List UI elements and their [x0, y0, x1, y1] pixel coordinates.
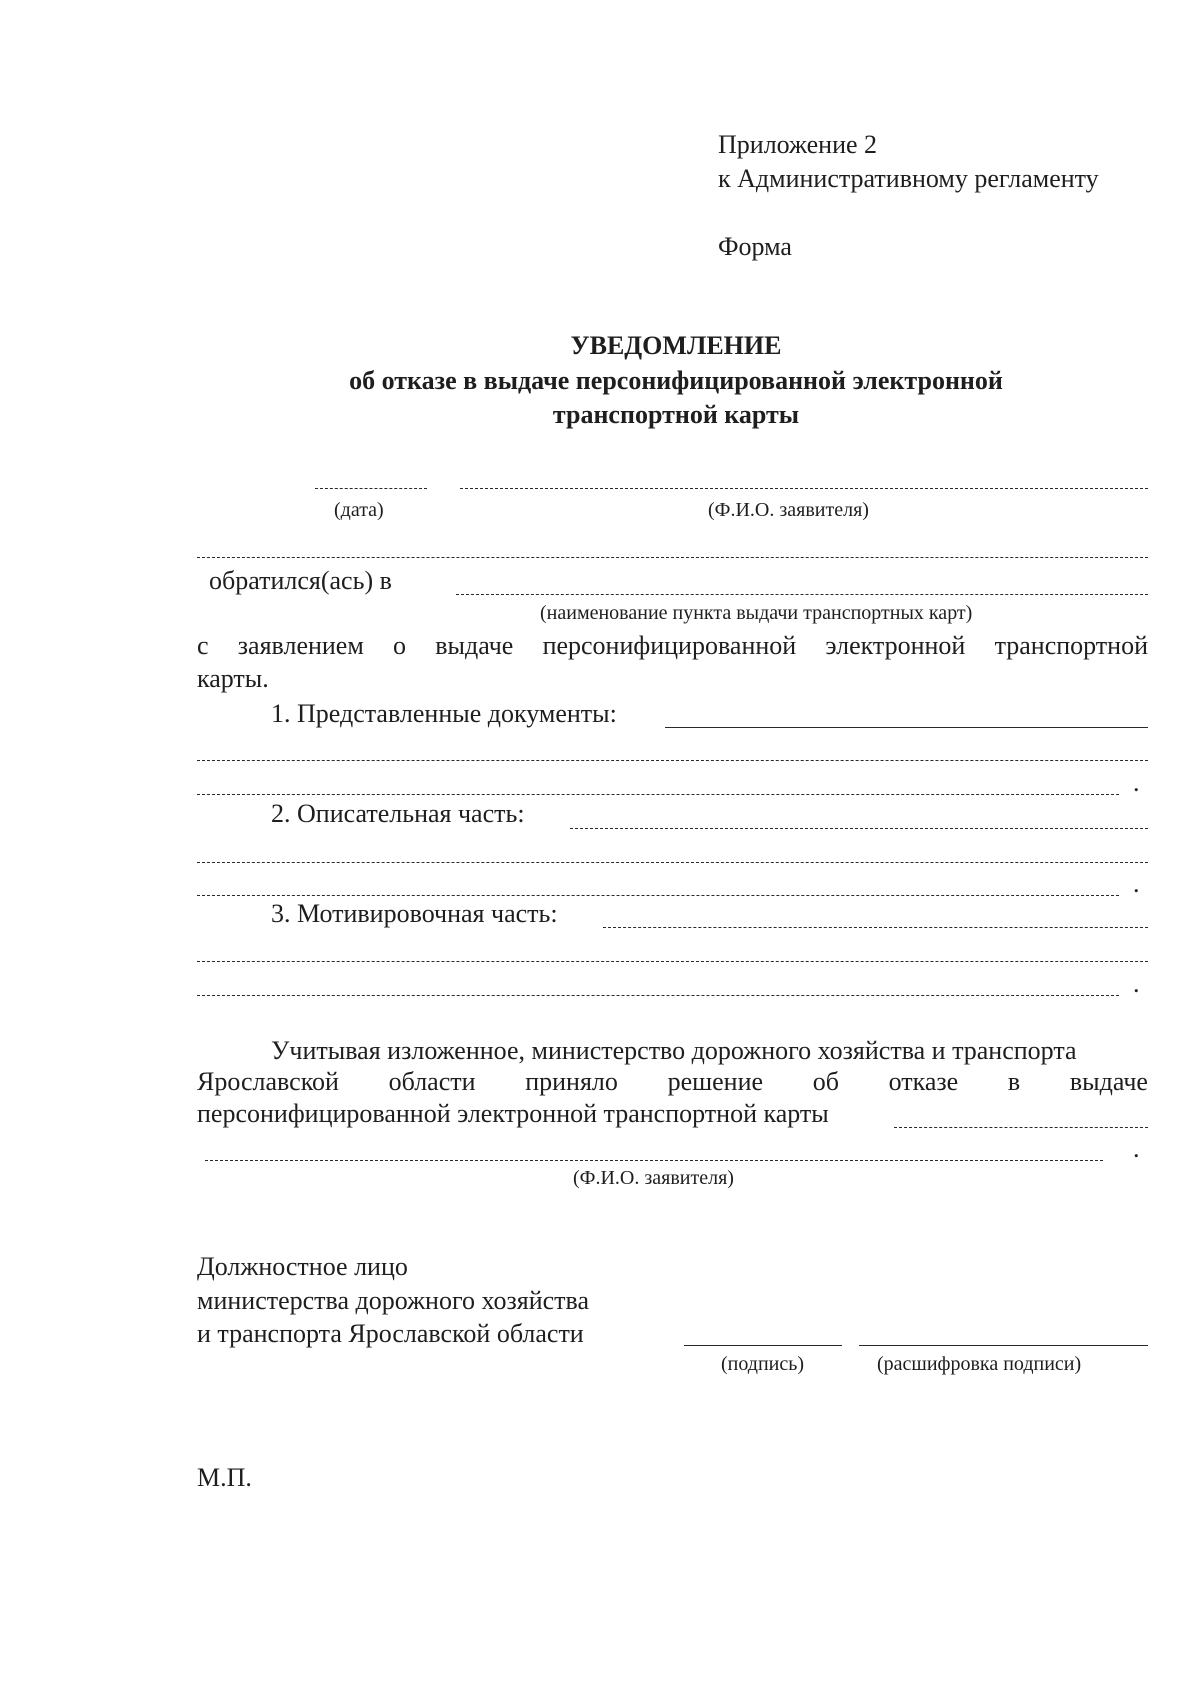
- statement-line1: с заявлением о выдаче персонифицированной электронной транспортной: [197, 631, 1148, 660]
- applied-to-label: обратился(ась) в: [209, 566, 392, 595]
- item3-label: 3. Мотивировочная часть:: [271, 899, 558, 928]
- item2-field-line: [570, 828, 1148, 829]
- issuing-point-line: [456, 594, 1148, 595]
- item1-label: 1. Представленные документы:: [271, 699, 617, 728]
- signature-decode-caption: (расшифровка подписи): [877, 1353, 1082, 1375]
- item2-label: 2. Описательная часть:: [271, 799, 525, 828]
- item3-field-line: [603, 927, 1148, 928]
- form-label: Форма: [718, 232, 792, 261]
- item1-field-line: [665, 727, 1148, 728]
- item3-extra-line2: [197, 995, 1119, 996]
- signature-caption: (подпись): [721, 1353, 805, 1375]
- official-title-line2: министерства дорожного хозяйства: [197, 1286, 590, 1315]
- appendix-label: Приложение 2: [718, 130, 878, 159]
- regulation-reference: к Административному регламенту: [718, 164, 1099, 193]
- item2-extra-line1: [197, 862, 1148, 863]
- signature-decode-line: [859, 1345, 1148, 1346]
- decision-line1: Учитывая изложенное, министерство дорожного хозяйства и транспорта: [271, 1036, 1077, 1065]
- decision-applicant-line-continued: [205, 1160, 1103, 1161]
- decision-line2: Ярославской области приняло решение об отказе в выдаче: [197, 1067, 1148, 1096]
- item3-extra-line1: [197, 961, 1148, 962]
- document-subtitle-line1: об отказе в выдаче персонифицированной электронной: [349, 366, 1003, 395]
- stamp-place-label: М.П.: [197, 1463, 252, 1492]
- date-line: [315, 488, 427, 489]
- decision-applicant-caption: (Ф.И.О. заявителя): [573, 1167, 734, 1189]
- applicant-name-line: [460, 488, 1148, 489]
- decision-line3: персонифицированной электронной транспортной карты: [197, 1099, 829, 1128]
- item2-period: .: [1133, 869, 1140, 898]
- decision-period: .: [1133, 1134, 1140, 1163]
- document-subtitle-line2: транспортной карты: [552, 400, 800, 429]
- document-title: УВЕДОМЛЕНИЕ: [570, 331, 782, 360]
- official-title-line3: и транспорта Ярославской области: [197, 1319, 584, 1348]
- statement-line2: карты.: [197, 664, 269, 693]
- signature-line: [684, 1345, 842, 1346]
- applicant-caption: (Ф.И.О. заявителя): [708, 499, 869, 521]
- item1-extra-line1: [197, 760, 1148, 761]
- issuing-point-caption: (наименование пункта выдачи транспортных карт): [540, 602, 973, 624]
- decision-applicant-line: [894, 1127, 1148, 1128]
- official-title-line1: Должностное лицо: [197, 1252, 408, 1281]
- applicant-line-continued: [197, 557, 1148, 558]
- item3-period: .: [1133, 969, 1140, 998]
- date-caption: (дата): [334, 499, 384, 521]
- item2-extra-line2: [197, 895, 1119, 896]
- item1-period: .: [1133, 768, 1140, 797]
- item1-extra-line2: [197, 794, 1119, 795]
